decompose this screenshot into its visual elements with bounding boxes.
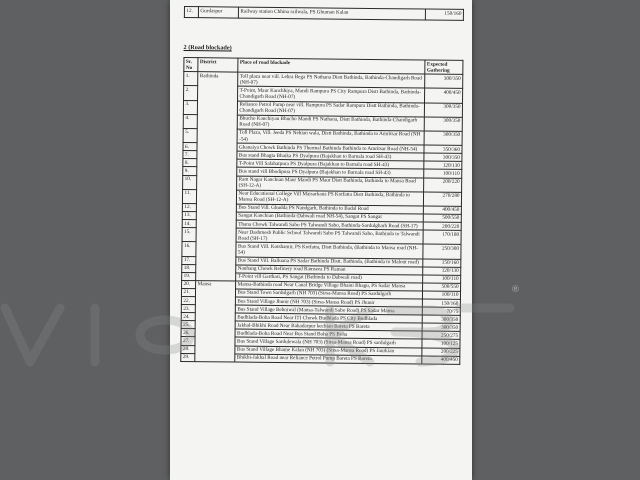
- place-cell: Bus Stand Village Jhunir (NH 703) (Sirsa-Mansa Road) PS Jhunir: [235, 297, 422, 307]
- place-cell: Bus Stand Village Behniwal (Mansa-Talwandi Sabo Road) PS Sadar Mansa: [235, 305, 422, 315]
- gathering-cell: 120/130: [424, 161, 462, 169]
- place-cell: Bus stand Bhagta Bhaika PS Dyalpura (Bajakhan to Barnala road SH-43): [237, 151, 424, 161]
- place-cell: Bus Stand Vill. Ghudda PS Nandgarh, Bathinda to Badal Road: [236, 204, 423, 214]
- sr-cell: 5.: [183, 128, 197, 142]
- district-cell: Bathinda: [196, 72, 238, 281]
- sr-cell: 13.: [182, 211, 196, 219]
- gathering-cell: 100/125: [422, 339, 460, 347]
- place-cell: T-Point, Maur Kanchhiya, Mandi Rampura PS City Rampura Distt Bathinda, Bathinda-Chandigarh Road (NH-07): [238, 86, 425, 102]
- gathering-cell: 400/450: [423, 206, 461, 214]
- gathering-cell: 150/160: [425, 9, 463, 20]
- gathering-cell: 400/450: [425, 88, 463, 103]
- place-cell: Budhlada-Boha Road Near ITI Chowk Budhlada PS City Budhlada: [235, 313, 422, 323]
- sr-cell: 22.: [181, 296, 195, 304]
- sr-cell: 26.: [181, 329, 195, 337]
- district-cell: Mansa: [195, 280, 236, 361]
- gathering-cell: 300/350: [424, 131, 462, 146]
- place-cell: T-Point vill Garthari, PS Sangat (Bathinda to Dabwali road): [236, 273, 423, 283]
- watermark-stroke: [5, 308, 60, 362]
- sr-cell: 7.: [183, 151, 197, 159]
- sr-cell: 2.: [184, 86, 198, 100]
- watermark-reg-mark: ®: [511, 285, 520, 295]
- gathering-cell: 500/550: [423, 214, 461, 222]
- sr-cell: 9.: [183, 167, 197, 175]
- place-cell: Toll plaza near vill. Lehra Bega PS Nathana Distt Bathinda, Bathinda-Chandigarh Road (NH-07): [238, 72, 425, 88]
- gathering-cell: 250/300: [423, 244, 461, 259]
- sr-cell: 11.: [182, 189, 196, 203]
- top-table: [184, 6, 464, 21]
- sr-cell: 29.: [181, 353, 195, 361]
- place-cell: Jakhal-Bhikhi Road Near Bahadarpur kechian Bareta PS Bareta: [235, 321, 422, 331]
- header-sr: Sr. No: [184, 58, 198, 72]
- place-cell: Sangat Kanchian (Bathinda-Dabwali road NH-54), Sangat PS Sangat: [236, 212, 423, 222]
- place-cell: Mansa-Bathinda road Near Canal Bridge Village Bhaini Bhagu, PS Sadar Mansa: [236, 281, 423, 291]
- sr-cell: 8.: [183, 159, 197, 167]
- sr-cell: 21.: [181, 288, 195, 296]
- gathering-cell: 70/75: [422, 307, 460, 315]
- sr-cell: 10.: [183, 175, 197, 189]
- place-cell: Ghanaiya Chowk Bathinda PS Thermal Bathinda Bathinda to Amritsar Road (NH-54): [237, 143, 424, 153]
- place-cell: Bus Stand Village Sardulewala (NH 703) (Sirsa-Mansa Road) PS sardulgarh: [235, 338, 422, 348]
- gathering-cell: 250/275: [422, 331, 460, 339]
- gathering-cell: 300/350: [424, 153, 462, 161]
- sr-cell: 20.: [182, 280, 196, 288]
- gathering-cell: 100/110: [424, 169, 462, 177]
- gathering-cell: 170/180: [423, 230, 461, 245]
- gathering-cell: 350/360: [424, 145, 462, 153]
- sr-cell: 3.: [183, 100, 197, 114]
- place-cell: Bus Stand Town Sardulgarh (NH 703) (Sirsa-Mansa Road) PS Sardulgarh: [235, 289, 422, 299]
- place-cell: Thana Chowk Talwandi Sabo PS Talwandi Sabo, Bathinda-Sardulgharh Road (SH-17): [236, 220, 423, 230]
- place-cell: Bus Stand Village Bhame Kalan (NH 703) (Sirsa-Mansa Road) PS Jaurkian: [235, 346, 422, 356]
- gathering-cell: 120/130: [423, 267, 461, 275]
- sr-cell: 27.: [181, 337, 195, 345]
- sr-cell: 14.: [182, 220, 196, 228]
- gathering-cell: 300/350: [422, 323, 460, 331]
- sr-cell: 18.: [182, 264, 196, 272]
- place-cell: Near Educational College Vill Maisarkana PS Kotfatta Distt Bathinda, Bathinda to Mansa Road (SH-12-A): [236, 190, 423, 206]
- place-cell: Ram Nagar Kanchian Maur Mandi PS Maur Distt Bathinda, Bathinda to Mansa Road (SH-12-A): [237, 176, 424, 192]
- section-title: 2 (Road blockade): [183, 43, 232, 52]
- header-place: Place of road blockade: [238, 58, 425, 74]
- road-blockade-table: [180, 57, 463, 365]
- place-cell: Near Dashmesh Public School Talwandi Sabo PS Talwandi Sabo, Bathinda to Talwandi Road (SH-17): [236, 228, 423, 244]
- sr-cell: 19.: [182, 272, 196, 280]
- place-cell: Bus stand vill Bhodipura PS Dyalpura (Bajakhan to Barnala road SH-43): [237, 167, 424, 177]
- place-cell: Reliance Petrol Pump near vill. Rampura PS Sadar Rampura Distt Bathinda, Bathinda-Chandigarh Road (NH-07): [237, 101, 424, 117]
- gathering-cell: 300/350: [424, 103, 462, 118]
- place-cell: Bus Stand Vill. Kotshamir, PS Kotfatta, Distt Bathinda, (Bathinda to Mansa road (NH-54): [236, 242, 423, 258]
- place-cell: Toll Plaza, Vill. Jeeda PS Nehian wala, Distt Bathinda, Bathinda to Amritsar Road (NH -54): [237, 129, 424, 145]
- place-cell: Bus Stand Vill. Balluana PS Sadar Bathinda Distt. Bathinda, (Bathinda to Malout road): [236, 257, 423, 267]
- gathering-cell: 200/225: [422, 348, 460, 356]
- document-page: [170, 0, 472, 480]
- place-cell: Bhikhi-Jakhal Road near Reliance Petrol Pump Bareta PS Bareta: [235, 354, 422, 364]
- sr-cell: 25.: [181, 321, 195, 329]
- header-gathering: Expected Gathering: [425, 60, 463, 75]
- sr-cell: 6.: [183, 143, 197, 151]
- gathering-cell: 100/110: [423, 275, 461, 283]
- gathering-cell: 300/350: [424, 117, 462, 132]
- table-row: [184, 7, 463, 21]
- sr-cell: 16.: [182, 242, 196, 256]
- table-row: [184, 72, 463, 89]
- gathering-cell: 300/350: [425, 74, 463, 89]
- document-content: [180, 6, 464, 365]
- place-cell: Budhlada-Boha Road Near Bus Stand Boha PS Boha: [235, 329, 422, 339]
- gathering-cell: 300/350: [422, 315, 460, 323]
- gathering-cell: 200/220: [424, 178, 462, 193]
- gathering-cell: 270/280: [423, 192, 461, 207]
- gathering-cell: 500/550: [423, 283, 461, 291]
- sr-cell: 17.: [182, 256, 196, 264]
- place-cell: Railway station Chhina railwala, PS Ghuman Kalan: [238, 7, 425, 20]
- gathering-cell: 400/450: [422, 356, 460, 364]
- sr-cell: 12.: [184, 7, 198, 18]
- sr-cell: 28.: [181, 345, 195, 353]
- sr-cell: 1.: [184, 72, 198, 86]
- gathering-cell: 150/160: [423, 259, 461, 267]
- sr-cell: 15.: [182, 228, 196, 242]
- gathering-cell: 150/160: [422, 299, 460, 307]
- place-cell: Bhucho Kanchiyan Bhucho Mandi PS Nathana, Distt Bathinda, Bathinda-Chandigarh Road (NH-07): [237, 115, 424, 131]
- sr-cell: 24.: [181, 313, 195, 321]
- place-cell: Nauhang Chowk Refinery road Ramsora PS Raman: [236, 265, 423, 275]
- district-cell: Gurdaspur: [198, 7, 238, 18]
- gathering-cell: 100/110: [422, 291, 460, 299]
- place-cell: T-Point Vill Salabatpura PS Dyalpura (Bajakhan to Barnala road SH-43): [237, 159, 424, 169]
- sr-cell: 12.: [182, 203, 196, 211]
- sr-cell: 23.: [181, 305, 195, 313]
- sr-cell: 4.: [183, 114, 197, 128]
- header-district: District: [198, 58, 238, 73]
- gathering-cell: 200/220: [423, 222, 461, 230]
